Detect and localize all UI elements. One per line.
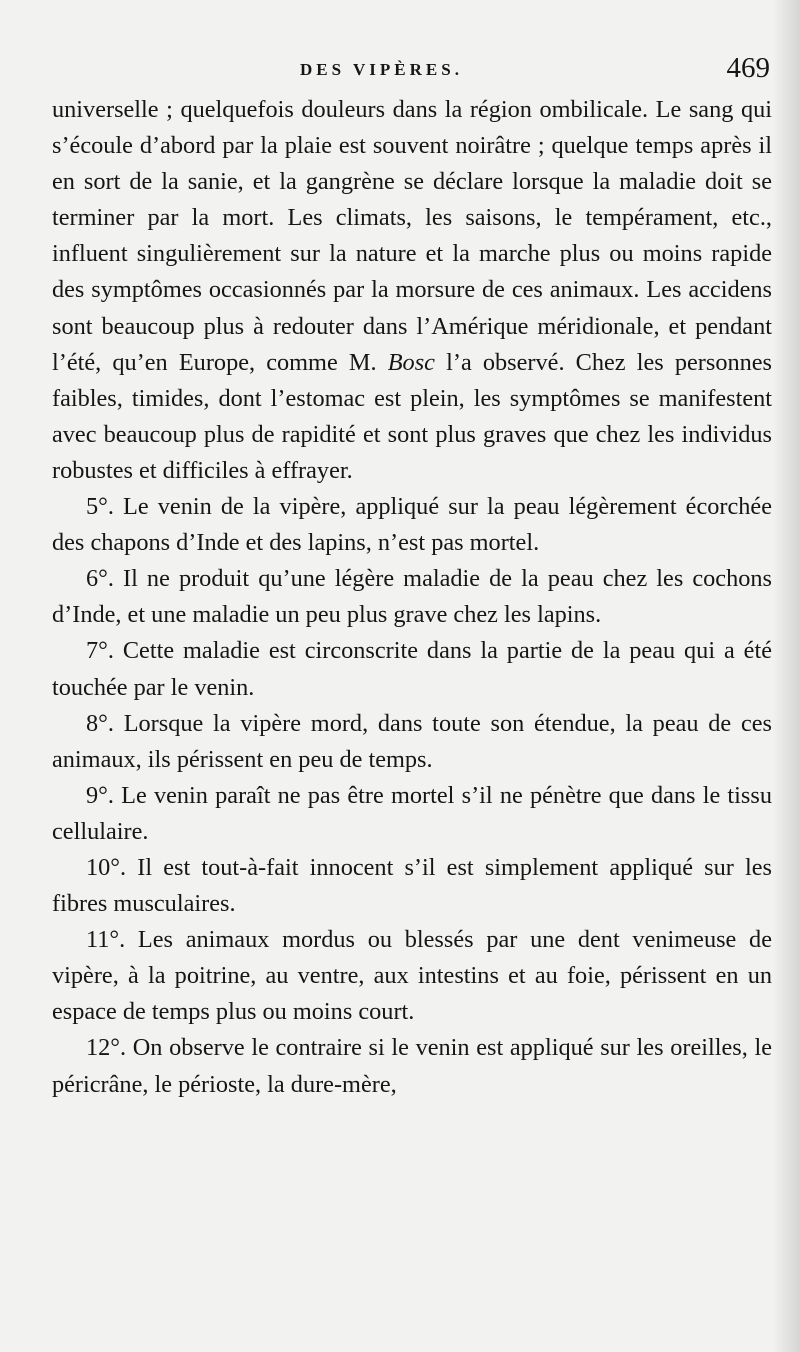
numbered-paragraph-11: 11°. Les animaux mordus ou blessés par une dent venimeuse de vipère, à la poitrine, au ventre, aux intestins et au foie, périssent en un espace de temps plus ou moins court.	[52, 926, 772, 1026]
numbered-paragraph-12: 12°. On observe le contraire si le venin est appliqué sur les oreilles, le péricrâne, le périoste, la dure-mère,	[52, 1034, 772, 1098]
paragraph-text-end: l’a observé. Chez les personnes faibles, timides, dont l’estomac est plein, les symptômes se manifestent avec beaucoup plus de rapidité et sont plus graves que chez les individus robustes et difficiles à effrayer.	[52, 348, 773, 484]
page-header	[0, 52, 800, 92]
author-name: Bosc	[387, 348, 435, 376]
numbered-paragraph-9: 9°. Le venin paraît ne pas être mortel s’il ne pénètre que dans le tissu cellulaire.	[52, 781, 772, 845]
body-text	[52, 92, 772, 1103]
numbered-paragraph-6: 6°. Il ne produit qu’une légère maladie de la peau chez les cochons d’Inde, et une maladie un peu plus grave chez les lapins.	[52, 565, 772, 629]
numbered-paragraph-7: 7°. Cette maladie est circonscrite dans la partie de la peau qui a été touchée par le venin.	[52, 637, 772, 701]
running-title: DES VIPÈRES.	[300, 60, 463, 79]
numbered-paragraph-8: 8°. Lorsque la vipère mord, dans toute son étendue, la peau de ces animaux, ils périssent en peu de temps.	[52, 709, 772, 773]
page-number: 469	[726, 52, 770, 84]
paragraph-text: universelle ; quelquefois douleurs dans la région ombilicale. Le sang qui s’écoule d’abord par la plaie est souvent noirâtre ; quelque temps après il en sort de la sanie, et la gangrène se déclare lorsque la maladie doit se terminer par la mort. Les climats, les saisons, le tempérament, etc., influent singulièrement sur la nature et la marche plus ou moins rapide des symptômes occasionnés par la morsure de ces animaux. Les accidens sont beaucoup plus à redouter dans l’Amérique méridionale, et pendant l’été, qu’en Europe, comme M.	[52, 96, 772, 376]
paragraph-continuation	[52, 92, 772, 489]
numbered-paragraph-10: 10°. Il est tout-à-fait innocent s’il est simplement appliqué sur les fibres musculaires.	[52, 853, 772, 918]
numbered-paragraph-5: 5°. Le venin de la vipère, appliqué sur la peau légèrement écorchée des chapons d’Inde et des lapins, n’est pas mortel.	[52, 493, 772, 557]
